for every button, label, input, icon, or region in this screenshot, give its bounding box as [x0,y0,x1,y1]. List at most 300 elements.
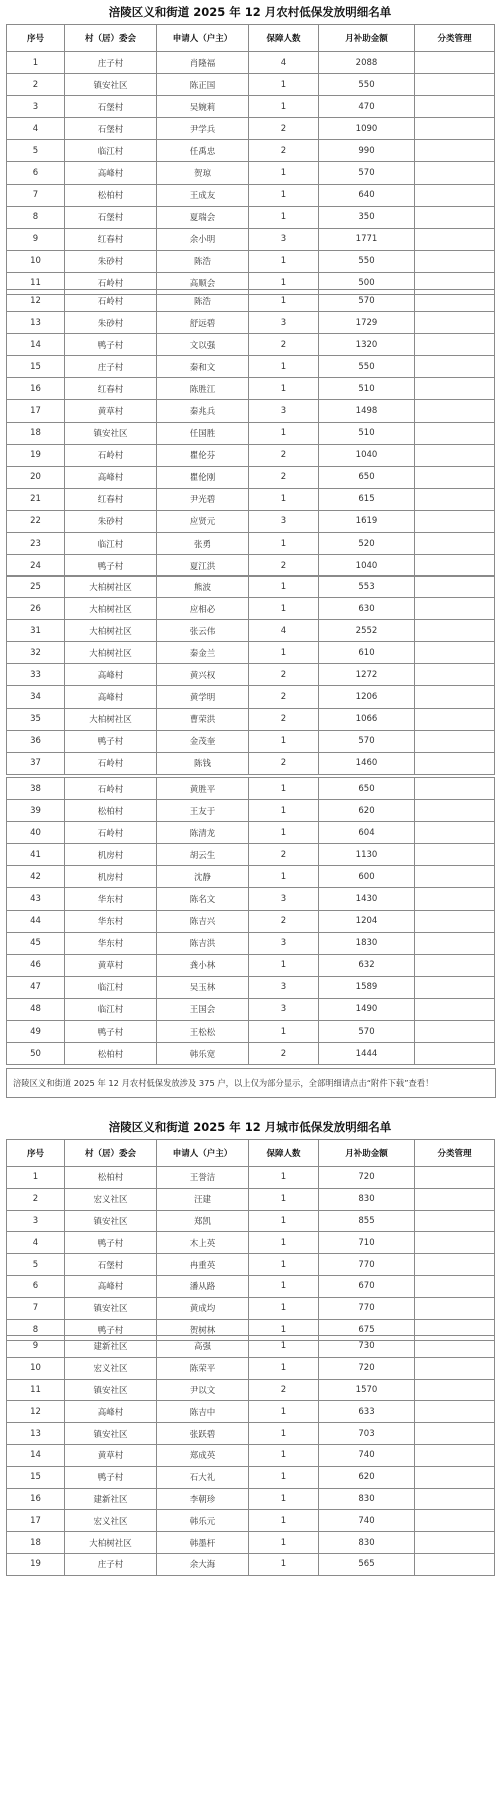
column-header: 月补助金额 [319,1140,415,1167]
table-cell [415,422,495,444]
table-cell: 2 [249,466,319,488]
table-cell: 华东村 [65,932,157,954]
table-cell: 鸭子村 [65,334,157,356]
table-cell: 1 [249,778,319,800]
table-cell: 3 [249,312,319,334]
table-row [7,932,495,954]
table-cell: 26 [7,598,65,620]
table-row [7,96,495,118]
table-cell: 陈钱 [157,752,249,774]
table-cell: 48 [7,998,65,1020]
table-cell: 1 [7,1167,65,1189]
table-cell: 4 [249,52,319,74]
table-cell: 2 [249,555,319,577]
table-row [7,888,495,910]
rural-table-group-1 [6,24,495,295]
table-cell: 1090 [319,118,415,140]
table-cell: 630 [319,598,415,620]
table-cell [415,1466,495,1488]
table-cell: 23 [7,533,65,555]
table-cell: 镇安社区 [65,1423,157,1445]
table-cell: 7 [7,184,65,206]
table-cell: 镇安社区 [65,1210,157,1232]
table-cell: 石岭村 [65,272,157,294]
table-cell: 鸭子村 [65,1232,157,1254]
table-cell [415,910,495,932]
table-row [7,1254,495,1276]
table-cell: 12 [7,290,65,312]
table-cell: 2 [249,844,319,866]
table-cell: 瞿伦刚 [157,466,249,488]
table-row [7,1043,495,1065]
table-cell: 1 [249,1532,319,1554]
table-cell: 大柏树社区 [65,620,157,642]
table-cell: 14 [7,1444,65,1466]
table-cell: 吴婉莉 [157,96,249,118]
rural-title: 涪陵区义和街道 2025 年 12 月农村低保发放明细名单 [108,5,392,19]
table-row [7,52,495,74]
table-row [7,1297,495,1319]
table-cell: 高峰村 [65,466,157,488]
table-row [7,686,495,708]
table-cell: 4 [249,620,319,642]
table-cell: 1 [249,378,319,400]
table-cell: 黄兴权 [157,664,249,686]
table-row [7,378,495,400]
table-cell [415,844,495,866]
table-cell [415,598,495,620]
table-cell: 1 [249,1188,319,1210]
table-cell: 石堡村 [65,118,157,140]
table-cell: 镇安社区 [65,422,157,444]
table-cell: 45 [7,932,65,954]
table-cell: 2 [249,1379,319,1401]
table-cell: 604 [319,822,415,844]
column-header: 序号 [7,25,65,52]
table-cell: 舒远碧 [157,312,249,334]
urban-table-group-1 [6,1139,495,1341]
table-row [7,752,495,774]
table-cell: 1 [249,1510,319,1532]
table-cell: 黄草村 [65,954,157,976]
table-cell: 高顺会 [157,272,249,294]
table-cell: 黄学明 [157,686,249,708]
table-cell: 王成友 [157,184,249,206]
table-cell: 1 [249,1319,319,1341]
table-cell: 肖隆福 [157,52,249,74]
table-cell: 17 [7,1510,65,1532]
table-cell: 陈名文 [157,888,249,910]
table-cell [415,1232,495,1254]
table-cell [415,206,495,228]
table-row [7,910,495,932]
table-cell: 张云伟 [157,620,249,642]
table-row [7,1275,495,1297]
table-cell: 韩乐宽 [157,1043,249,1065]
table-row [7,598,495,620]
table-cell: 46 [7,954,65,976]
table-cell: 1771 [319,228,415,250]
table-row [7,290,495,312]
table-row [7,620,495,642]
table-cell: 740 [319,1510,415,1532]
table-row [7,1423,495,1445]
table-cell [415,356,495,378]
table-cell: 44 [7,910,65,932]
table-cell [415,866,495,888]
table-cell: 620 [319,800,415,822]
table-cell: 620 [319,1466,415,1488]
table-cell: 19 [7,1553,65,1575]
table-cell: 670 [319,1275,415,1297]
table-cell: 1 [249,290,319,312]
rural-footnote: 涪陵区义和街道 2025 年 12 月农村低保发放涉及 375 户，以上仅为部分显示，全部明细请点击“附件下载”查看！ [6,1068,496,1098]
table-cell: 710 [319,1232,415,1254]
table-cell: 1 [249,356,319,378]
table-row [7,954,495,976]
table-cell: 1 [249,1423,319,1445]
table-cell: 石堡村 [65,206,157,228]
table-cell: 570 [319,1021,415,1043]
table-cell: 3 [249,932,319,954]
table-cell: 红春村 [65,228,157,250]
table-row [7,1532,495,1554]
table-cell: 临江村 [65,976,157,998]
table-cell: 石岭村 [65,444,157,466]
table-cell [415,1021,495,1043]
table-cell: 1 [249,533,319,555]
table-cell: 15 [7,356,65,378]
table-row [7,1444,495,1466]
table-row [7,1167,495,1189]
table-cell: 1130 [319,844,415,866]
table-cell: 17 [7,400,65,422]
table-cell: 宏义社区 [65,1510,157,1532]
table-cell: 1 [249,272,319,294]
table-cell: 建新社区 [65,1488,157,1510]
table-cell: 1619 [319,510,415,532]
column-header: 月补助金额 [319,25,415,52]
table-cell: 1 [249,1553,319,1575]
table-cell: 临江村 [65,998,157,1020]
table-cell: 615 [319,488,415,510]
column-header: 序号 [7,1140,65,1167]
table-cell: 1 [249,162,319,184]
table-row [7,488,495,510]
table-row [7,1466,495,1488]
table-cell: 553 [319,576,415,598]
table-cell: 胡云生 [157,844,249,866]
table-cell [415,250,495,272]
table-cell: 2 [249,910,319,932]
table-row [7,162,495,184]
rural-table-group-2 [6,289,495,577]
table-cell: 尹学兵 [157,118,249,140]
table-row [7,844,495,866]
table-cell: 770 [319,1254,415,1276]
table-cell: 720 [319,1357,415,1379]
table-cell: 临江村 [65,533,157,555]
table-row [7,555,495,577]
table-row [7,184,495,206]
table-cell: 1 [249,730,319,752]
table-cell: 550 [319,74,415,96]
table-cell: 高峰村 [65,162,157,184]
table-cell: 石岭村 [65,822,157,844]
table-cell: 张跃碧 [157,1423,249,1445]
table-cell: 43 [7,888,65,910]
table-cell: 陈浩 [157,290,249,312]
table-row [7,1510,495,1532]
table-cell: 松柏村 [65,800,157,822]
column-header: 保障人数 [249,1140,319,1167]
table-row [7,1379,495,1401]
table-cell [415,1275,495,1297]
column-header: 申请人（户主） [157,1140,249,1167]
table-cell [415,664,495,686]
table-cell: 镇安社区 [65,1379,157,1401]
table-cell: 770 [319,1297,415,1319]
table-cell: 21 [7,488,65,510]
table-cell: 520 [319,533,415,555]
table-cell: 鸭子村 [65,1021,157,1043]
table-cell: 鸭子村 [65,1466,157,1488]
table-cell: 610 [319,642,415,664]
table-cell: 1 [249,822,319,844]
table-cell: 秦兆兵 [157,400,249,422]
table-cell: 12 [7,1401,65,1423]
table-cell: 2552 [319,620,415,642]
table-cell: 600 [319,866,415,888]
table-cell: 2 [249,1043,319,1065]
table-cell: 47 [7,976,65,998]
table-cell [415,1167,495,1189]
table-cell: 1 [249,74,319,96]
table-cell: 石大礼 [157,1466,249,1488]
table-cell: 秦和文 [157,356,249,378]
table-cell [415,334,495,356]
table-row [7,866,495,888]
table-row [7,800,495,822]
table-cell: 黄胜平 [157,778,249,800]
table-cell: 张勇 [157,533,249,555]
table-cell: 黄草村 [65,400,157,422]
table-cell: 1 [249,1021,319,1043]
table-cell [415,998,495,1020]
table-cell [415,1553,495,1575]
table-cell: 松柏村 [65,184,157,206]
table-cell: 陈胜江 [157,378,249,400]
table-cell: 32 [7,642,65,664]
table-cell: 39 [7,800,65,822]
table-cell [415,1423,495,1445]
table-cell: 2 [7,74,65,96]
table-cell: 3 [249,888,319,910]
table-cell: 贺琼 [157,162,249,184]
table-cell: 朱砂村 [65,312,157,334]
table-cell: 高峰村 [65,1275,157,1297]
table-cell: 石岭村 [65,290,157,312]
table-cell: 高峰村 [65,686,157,708]
table-cell [415,555,495,577]
table-cell: 鸭子村 [65,1319,157,1341]
table-cell: 庄子村 [65,1553,157,1575]
table-cell: 50 [7,1043,65,1065]
table-cell: 华东村 [65,888,157,910]
table-cell [415,290,495,312]
table-cell: 应贤元 [157,510,249,532]
table-cell [415,708,495,730]
table-cell: 1430 [319,888,415,910]
table-cell [415,444,495,466]
table-cell: 10 [7,1357,65,1379]
table-cell: 2 [249,664,319,686]
table-cell: 40 [7,822,65,844]
table-cell: 石堡村 [65,96,157,118]
table-cell: 1 [249,1466,319,1488]
table-cell [415,976,495,998]
table-cell: 34 [7,686,65,708]
table-cell: 1 [249,488,319,510]
table-row [7,730,495,752]
table-cell: 1 [249,598,319,620]
table-row [7,576,495,598]
table-cell: 4 [7,1232,65,1254]
table-cell: 3 [7,1210,65,1232]
table-cell: 3 [249,228,319,250]
table-cell: 临江村 [65,140,157,162]
table-cell: 机房村 [65,844,157,866]
table-cell: 990 [319,140,415,162]
table-cell: 740 [319,1444,415,1466]
table-cell: 1 [249,1488,319,1510]
table-cell: 石岭村 [65,778,157,800]
table-cell: 703 [319,1423,415,1445]
table-cell: 18 [7,422,65,444]
table-cell: 余大海 [157,1553,249,1575]
table-cell: 1 [249,800,319,822]
table-cell: 10 [7,250,65,272]
table-cell: 任国胜 [157,422,249,444]
table-row [7,334,495,356]
table-cell: 王友于 [157,800,249,822]
table-cell: 2 [249,752,319,774]
table-cell: 冉重英 [157,1254,249,1276]
table-cell: 36 [7,730,65,752]
table-cell [415,400,495,422]
table-cell [415,52,495,74]
table-cell: 640 [319,184,415,206]
table-cell [415,822,495,844]
table-cell [415,1532,495,1554]
table-cell [415,1254,495,1276]
urban-title: 涪陵区义和街道 2025 年 12 月城市低保发放明细名单 [108,1120,392,1134]
table-row [7,1210,495,1232]
table-cell: 2 [249,686,319,708]
table-cell: 1 [249,96,319,118]
table-row [7,228,495,250]
table-cell: 松柏村 [65,1167,157,1189]
table-cell [415,1357,495,1379]
table-cell: 瞿伦芬 [157,444,249,466]
table-cell [415,228,495,250]
table-cell: 470 [319,96,415,118]
table-cell: 11 [7,272,65,294]
table-cell: 夏江洪 [157,555,249,577]
table-cell: 陈吉洪 [157,932,249,954]
table-cell: 1206 [319,686,415,708]
table-cell: 黄成均 [157,1297,249,1319]
table-cell: 金茂奎 [157,730,249,752]
table-cell: 830 [319,1188,415,1210]
table-cell [415,1510,495,1532]
table-row [7,510,495,532]
table-cell: 2088 [319,52,415,74]
table-cell: 陈正国 [157,74,249,96]
table-cell: 秦金兰 [157,642,249,664]
table-cell: 1 [249,1297,319,1319]
table-row [7,533,495,555]
table-cell [415,778,495,800]
table-cell: 9 [7,228,65,250]
table-cell [415,1188,495,1210]
table-cell: 632 [319,954,415,976]
table-cell: 14 [7,334,65,356]
table-cell [415,1444,495,1466]
table-cell: 汪建 [157,1188,249,1210]
table-cell: 3 [249,976,319,998]
table-cell: 19 [7,444,65,466]
table-cell: 16 [7,1488,65,1510]
table-cell [415,1488,495,1510]
table-cell: 2 [249,708,319,730]
table-row [7,664,495,686]
table-cell: 570 [319,730,415,752]
table-cell: 1040 [319,555,415,577]
table-cell: 18 [7,1532,65,1554]
table-cell: 31 [7,620,65,642]
table-cell: 20 [7,466,65,488]
table-cell: 2 [249,140,319,162]
table-cell: 510 [319,378,415,400]
table-cell [415,466,495,488]
table-cell: 陈吉中 [157,1401,249,1423]
table-cell: 1 [249,954,319,976]
table-cell: 郑成英 [157,1444,249,1466]
table-cell: 4 [7,118,65,140]
table-cell: 550 [319,356,415,378]
table-cell: 41 [7,844,65,866]
table-cell: 1 [249,866,319,888]
table-cell: 镇安社区 [65,1297,157,1319]
table-cell: 1272 [319,664,415,686]
column-header: 村（居）委会 [65,1140,157,1167]
table-cell: 大柏树社区 [65,1532,157,1554]
table-cell: 1204 [319,910,415,932]
table-cell [415,642,495,664]
table-cell: 王国会 [157,998,249,1020]
table-cell: 1 [249,250,319,272]
table-cell: 李朝珍 [157,1488,249,1510]
table-cell: 石岭村 [65,752,157,774]
table-cell [415,510,495,532]
table-cell: 1729 [319,312,415,334]
table-row [7,778,495,800]
table-cell: 红春村 [65,488,157,510]
table-cell: 8 [7,206,65,228]
table-cell: 大柏树社区 [65,708,157,730]
table-cell: 潘从路 [157,1275,249,1297]
